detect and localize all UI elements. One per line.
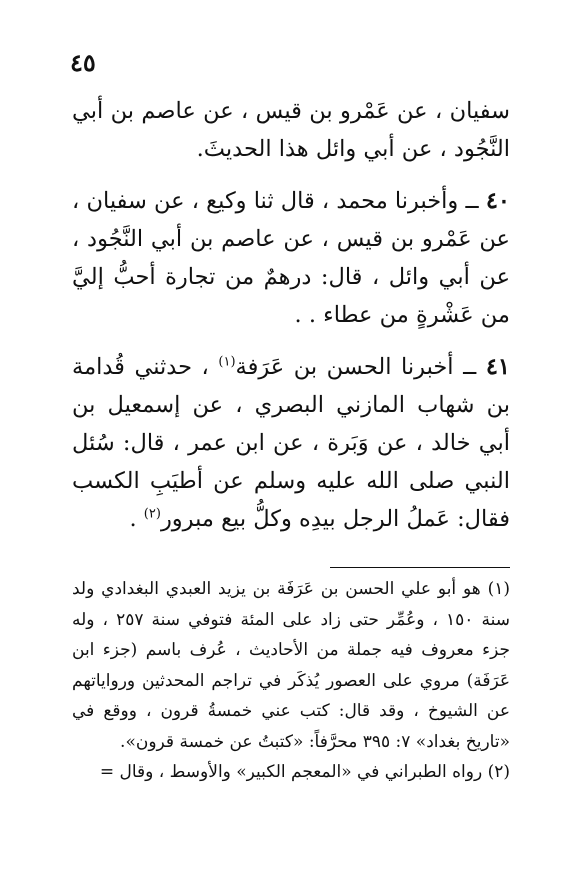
paragraph-text: . xyxy=(129,506,144,532)
page-number: ٤٥ xyxy=(70,48,96,77)
footnote-1: (١) هو أبو علي الحسن بن عَرَفَة بن يزيد العبدي البغدادي ولد سنة ١٥٠ ، وعُمِّر حتى زاد على المئة فتوفي سنة ٢٥٧ ، وله جزء معروف فيه جملة من الأحاديث ، عُرف باسم (جزء ابن عَرَفَة) مروي على العصور يُذكَر في تراجم المحدثين ورواياتهم عن الشيوخ ، وقد قال: كتب عني خمسةُ قرون ، ووقع في «تاريخ بغداد» ٧: ٣٩٥ محرَّفاً: «كتبتُ عن خمسة قرون». xyxy=(72,579,510,752)
paragraph-text: ــ وأخبرنا محمد ، قال ثنا وكيع ، عن سفيان ، عن عَمْرو بن قيس ، عن عاصم بن أبي النَّجُود ، عن أبي وائل ، قال: درهمٌ من تجارة أحبُّ إليَّ من عَشْرةٍ من عطاء . . xyxy=(72,188,510,328)
paragraph-40 xyxy=(72,182,510,334)
paragraph-continuation: سفيان ، عن عَمْرو بن قيس ، عن عاصم بن أبي النَّجُود ، عن أبي وائل هذا الحديثَ. xyxy=(72,98,510,162)
footnote-separator xyxy=(330,567,510,568)
main-text xyxy=(72,92,510,552)
footnote-marker-1: (١) xyxy=(218,354,236,370)
footnote-2: (٢) رواه الطبراني في «المعجم الكبير» والأوسط ، وقال = xyxy=(99,762,510,782)
paragraph-41 xyxy=(72,348,510,538)
hadith-number: ٤١ xyxy=(485,354,510,380)
footnotes xyxy=(72,574,510,788)
hadith-number: ٤٠ xyxy=(485,188,510,214)
footnote-marker-2: (٢) xyxy=(143,506,161,522)
paragraph-text: ، حدثني قُدامة بن شهاب المازني البصري ، عن إسمعيل بن أبي خالد ، عن وَبَرة ، عن ابن عمر ، قال: سُئل النبي صلى الله عليه وسلم عن أطيَبِ الكسب فقال: عَملُ الرجل بيدِه وكلُّ بيع مبرور xyxy=(72,354,510,532)
paragraph-text: ــ أخبرنا الحسن بن عَرَفة xyxy=(235,354,486,380)
